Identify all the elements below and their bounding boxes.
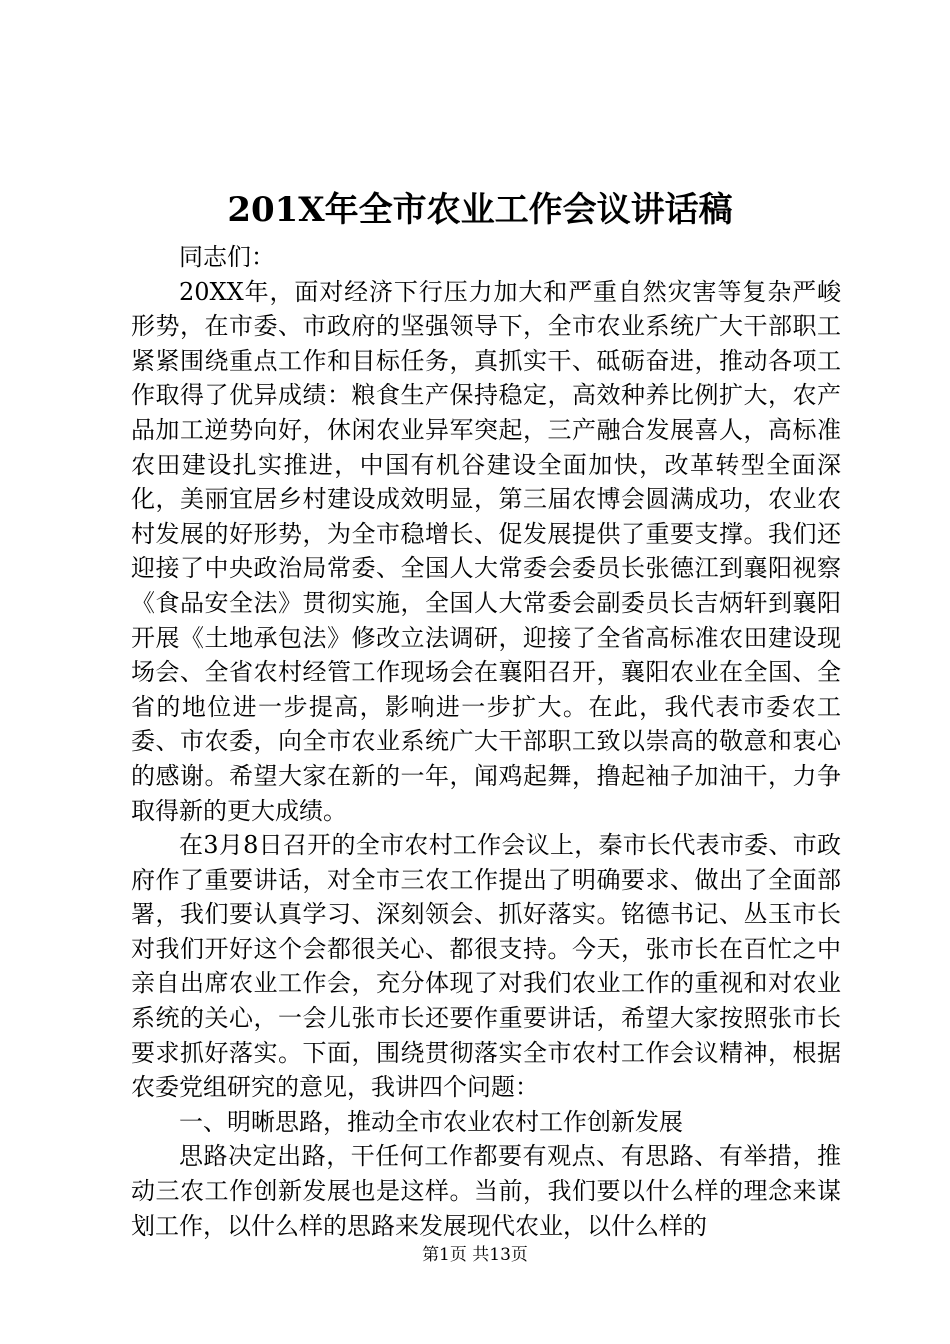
section-heading-1: 一、明晰思路，推动全市农业农村工作创新发展 [179, 1107, 683, 1136]
body-paragraph-1: 20XX年，面对经济下行压力加大和严重自然灾害等复杂严峻形势，在市委、市政府的坚强领导下，全市农业系统广大干部职工紧紧围绕重点工作和目标任务，真抓实干、砥砺奋进，推动各项工作取得了优异成绩：粮食生产保持稳定，高效种养比例扩大，农产品加工逆势向好，休闲农业异军突起，三产融合发展喜人，高标准农田建设扎实推进，中国有机谷建设全面加快，改革转型全面深化，美丽宜居乡村建设成效明显，第三届农博会圆满成功，农业农村发展的好形势，为全市稳增长、促发展提供了重要支撑。我们还迎接了中央政治局常委、全国人大常委会委员长张德江到襄阳视察《食品安全法》贯彻实施，全国人大常委会副委员长吉炳轩到襄阳开展《土地承包法》修改立法调研，迎接了全省高标准农田建设现场会、全省农村经管工作现场会在襄阳召开，襄阳农业在全国、全省的地位进一步提高，影响进一步扩大。在此，我代表市委农工委、市农委，向全市农业系统广大干部职工致以崇高的敬意和衷心的感谢。希望大家在新的一年，闻鸡起舞，撸起袖子加油干，力争取得新的更大成绩。 [131, 277, 841, 825]
document-title: 201X年全市农业工作会议讲话稿 [227, 190, 733, 230]
body-paragraph-2: 在3月8日召开的全市农村工作会议上，秦市长代表市委、市政府作了重要讲话，对全市三农工作提出了明确要求、做出了全面部署，我们要认真学习、深刻领会、抓好落实。铭德书记、丛玉市长对我们开好这个会都很关心、都很支持。今天，张市长在百忙之中亲自出席农业工作会，充分体现了对我们农业工作的重视和对农业系统的关心，一会儿张市长还要作重要讲话，希望大家按照张市长要求抓好落实。下面，围绕贯彻落实全市农村工作会议精神，根据农委党组研究的意见，我讲四个问题： [131, 831, 841, 1102]
salutation-paragraph: 同志们： [179, 243, 275, 271]
body-paragraph-3: 思路决定出路，干任何工作都要有观点、有思路、有举措，推动三农工作创新发展也是这样。当前，我们要以什么样的理念来谋划工作，以什么样的思路来发展现代农业，以什么样的 [131, 1142, 841, 1240]
document-body [131, 240, 841, 1243]
page-footer: 第1页 共13页 [422, 1245, 528, 1265]
